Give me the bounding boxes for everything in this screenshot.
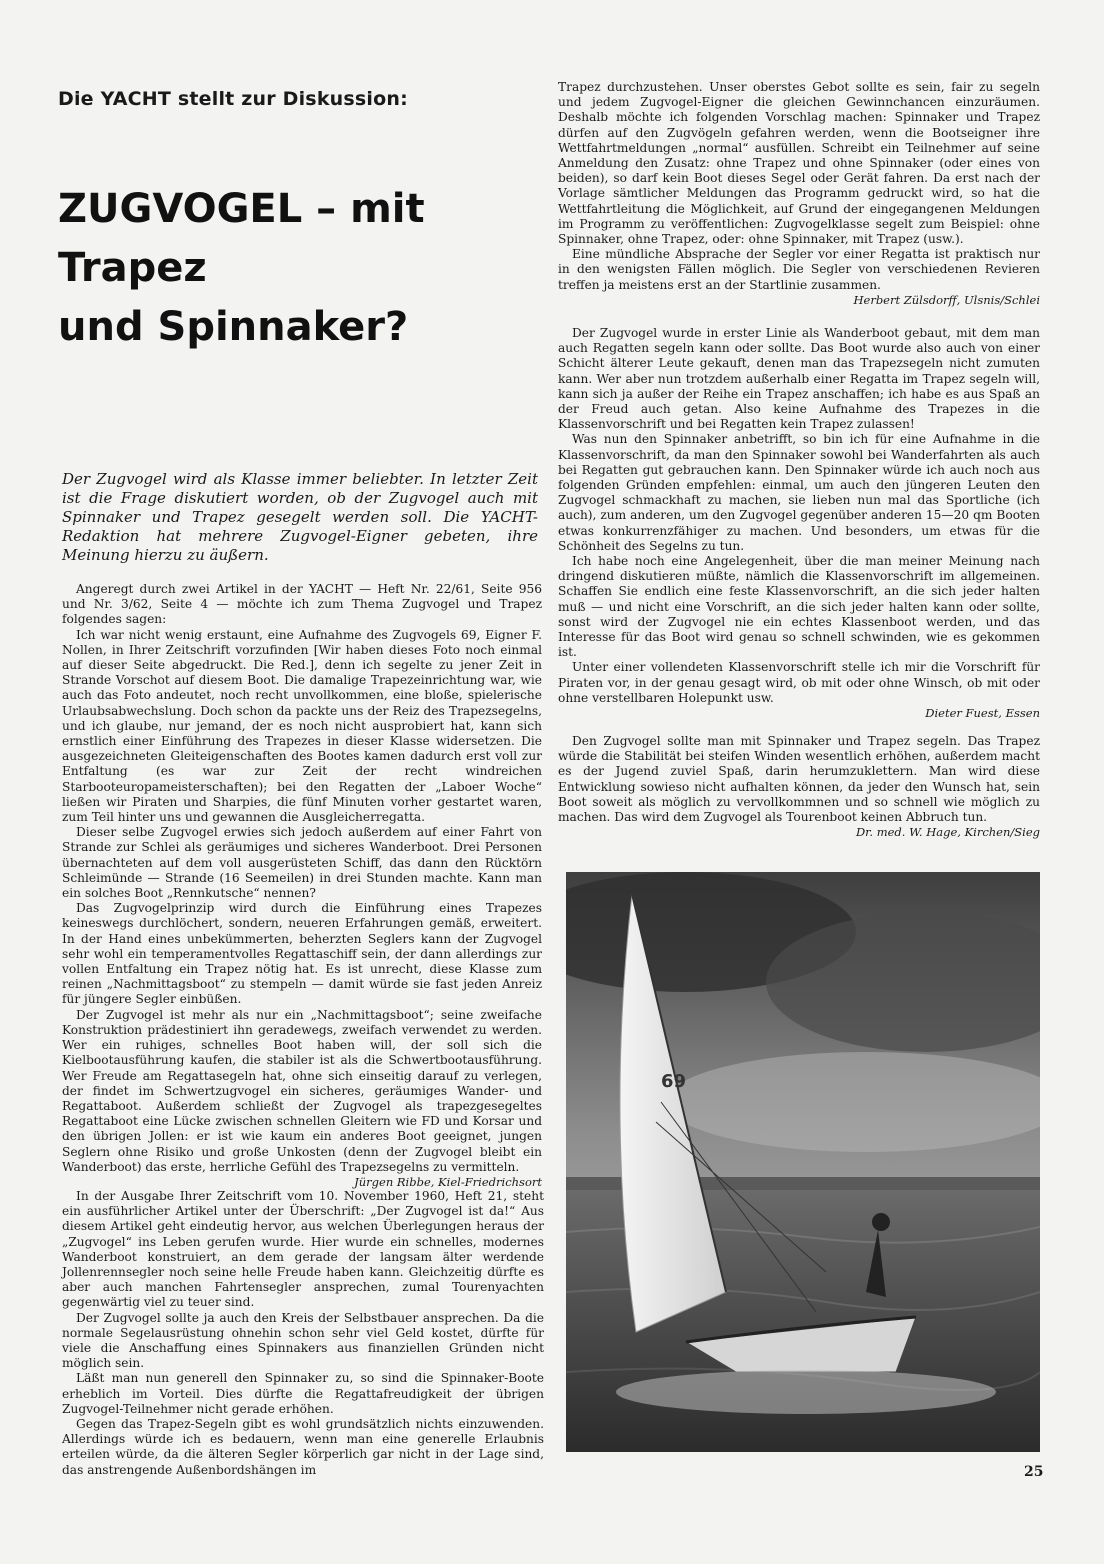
page-number: 25: [1024, 1464, 1044, 1480]
letter-hage: [558, 734, 1040, 840]
sail-number: 69: [661, 1071, 687, 1092]
letter-fuest: [558, 326, 1040, 721]
sailboat-photo: [566, 872, 1040, 1452]
paragraph: Läßt man nun generell den Spinnaker zu, so sind die Spinnaker-Boote erheblich im Vorteil. Dies dürfte die Regattafreudigkeit der übrigen Zugvogel-Teilnehmer nicht gerade erhöhen.: [62, 1371, 544, 1416]
sailboat-photo-icon: [566, 872, 1040, 1452]
signature: Herbert Zülsdorff, Ulsnis/Schlei: [853, 292, 1040, 307]
paragraph: Ich war nicht wenig erstaunt, eine Aufnahme des Zugvogels 69, Eigner F. Nollen, in Ihrer Zeitschrift vorzufinden [Wir haben dieses Foto noch einmal auf dieser Seite abgedruckt. Die Red.], denn ich segelte zu jener Zeit in Strande Vorschot auf diesem Boot. Die damalige Trapezeinrichtung war, wie auch das Foto andeutet, noch recht unvollkommen, eine bloße, spielerische Urlaubsabwechslung. Doch schon da packte uns der Reiz des Trapezsegelns, und ich glaube, nur jemand, der es noch nicht ausprobiert hat, kann sich ernstlich einer Einführung des Trapezes in dieser Klasse widersetzen. Die ausgezeichneten Gleiteigenschaften des Bootes kamen dadurch erst voll zur Entfaltung (es war zur Zeit der recht windreichen Starbooteuropameisterschaften); bei den Regatten der „Laboer Woche“ ließen wir Piraten und Sharpies, die fünf Minuten vorher gestartet waren, zum Teil hinter uns und gewannen die Ausgleicherregatta.: [62, 627, 542, 825]
headline-line-1: ZUGVOGEL – mit: [58, 186, 425, 232]
letter-ribbe: [62, 582, 542, 1190]
paragraph: In der Ausgabe Ihrer Zeitschrift vom 10. November 1960, Heft 21, steht ein ausführlicher Artikel unter der Überschrift: „Der Zugvogel ist da!“ Aus diesem Artikel geht eindeutig hervor, aus welchen Überlegungen heraus der „Zugvogel“ ins Leben gerufen wurde. Hier wurde ein schnelles, modernes Wanderboot konstruiert, an dem gerade der langsam älter werdende Jollenrennsegler noch seine helle Freude haben kann. Gleichzeitig dürfte es aber auch manchen Fahrtensegler ansprechen, zumal Tourenyachten gegenwärtig viel zu teuer sind.: [62, 1189, 544, 1310]
paragraph: Ich habe noch eine Angelegenheit, über die man meiner Meinung nach dringend diskutieren müßte, nämlich die Klassenvorschrift im allgemeinen. Schaffen Sie endlich eine feste Klassenvorschrift, an die sich jeder halten muß — und nicht eine Vorschrift, an die sich jeder halten kann oder sollte, sonst wird der Zugvogel nie ein echtes Klassenboot werden, und das Interesse für das Boot wird genau so schnell schwinden, wie es gekommen ist.: [558, 554, 1040, 660]
paragraph: Das Zugvogelprinzip wird durch die Einführung eines Trapezes keineswegs durchlöchert, sondern, neueren Erfahrungen gemäß, erweitert. In der Hand eines unbekümmerten, beherzten Seglers kann der Zugvogel sehr wohl ein temperamentvolles Regattaschiff sein, der dann allerdings zur vollen Entfaltung ein Trapez nötig hat. Es ist unrecht, diese Klasse zum reinen „Nachmittagsboot“ zu stempeln — damit würde sie fast jeden Anreiz für jüngere Segler einbüßen.: [62, 901, 542, 1007]
signature: Dr. med. W. Hage, Kirchen/Sieg: [855, 825, 1040, 840]
headline-line-2: Trapez: [58, 245, 207, 291]
letter-zulsdorff: [62, 1189, 544, 1478]
paragraph: Der Zugvogel ist mehr als nur ein „Nachmittagsboot“; seine zweifache Konstruktion prädestiniert ihn geradewegs, zweifach verwendet zu werden. Wer ein ruhiges, schnelles Boot haben will, der soll sich die Kielbootausführung kaufen, die stabiler ist als die Schwertbootausführung. Wer Freude am Regattasegeln hat, ohne sich einseitig darauf zu verlegen, der findet im Schwertzugvogel ein sicheres, geräumiges Wander- und Regattaboot. Außerdem schließt der Zugvogel als trapezgesegeltes Regattaboot eine Lücke zwischen schnellen Gleitern wie FD und Korsar und den übrigen Jollen: er ist wie kaum ein anderes Boot geeignet, jungen Seglern ohne Risiko und große Unkosten (denn der Zugvogel bleibt ein Wanderboot) das erste, herrliche Gefühl des Trapezsegelns zu vermitteln.: [62, 1007, 542, 1174]
headline: [58, 180, 528, 357]
signature: Dieter Fuest, Essen: [925, 706, 1040, 721]
paragraph: Angeregt durch zwei Artikel in der YACHT — Heft Nr. 22/61, Seite 956 und Nr. 3/62, Seite 4 — möchte ich zum Thema Zugvogel und Trapez folgendes sagen:: [62, 582, 542, 627]
paragraph: Der Zugvogel wurde in erster Linie als Wanderboot gebaut, mit dem man auch Regatten segeln kann oder sollte. Das Boot wurde also auch von einer Schicht älterer Leute gekauft, denen man das Trapezsegeln nicht zumuten kann. Wer aber nun trotzdem außerhalb einer Regatta im Trapez segeln will, kann sich ja außer der Reihe ein Trapez anschaffen; ich habe es aus Spaß an der Freud auch getan. Also keine Aufnahme des Trapezes in die Klassenvorschrift und bei Regatten kein Trapez zulassen!: [558, 326, 1040, 432]
headline-line-3: und Spinnaker?: [58, 304, 409, 350]
paragraph: Der Zugvogel sollte ja auch den Kreis der Selbstbauer ansprechen. Da die normale Segelausrüstung ohnehin schon sehr viel Geld kostet, dürfte für viele die Anschaffung eines Spinnakers aus finanziellen Gründen nicht möglich sein.: [62, 1310, 544, 1371]
intro-text: Der Zugvogel wird als Klasse immer beliebter. In letzter Zeit ist die Frage diskutiert worden, ob der Zugvogel auch mit Spinnaker und Trapez gesegelt werden soll. Die YACHT-Redaktion hat mehrere Zugvogel-Eigner gebeten, ihre Meinung hierzu zu äußern.: [62, 470, 538, 564]
paragraph: Gegen das Trapez-Segeln gibt es wohl grundsätzlich nichts einzuwenden. Allerdings würde ich es bedauern, wenn man eine generelle Erlaubnis erteilen würde, da die älteren Segler körperlich gar nicht in der Lage sind, das anstrengende Außenbordshängen im: [62, 1417, 544, 1477]
paragraph: Was nun den Spinnaker anbetrifft, so bin ich für eine Aufnahme in die Klassenvorschrift, da man den Spinnaker sowohl bei Wanderfahrten als auch bei Regatten gut gebrauchen kann. Den Spinnaker würde ich auch noch aus folgenden Gründen empfehlen: einmal, um auch den jüngeren Leuten den Zugvogel schmackhaft zu machen, sie lieben nun mal das Sportliche (ich auch), zum anderen, um den Zugvogel gegenüber anderen 15—20 qm Booten etwas konkurrenzfähiger zu machen. Und besonders, um etwas für die Schönheit des Segelns zu tun.: [558, 432, 1040, 553]
paragraph: Unter einer vollendeten Klassenvorschrift stelle ich mir die Vorschrift für Piraten vor, in der genau gesagt wird, ob mit oder ohne Winsch, ob mit oder ohne verstellbaren Holepunkt usw.: [558, 660, 1040, 705]
signature: Jürgen Ribbe, Kiel-Friedrichsort: [354, 1174, 542, 1189]
paragraph: Eine mündliche Absprache der Segler vor einer Regatta ist praktisch nur in den wenigsten Fällen möglich. Die Segler von verschiedenen Revieren treffen ja meistens erst an der Startlinie zusammen.: [558, 247, 1040, 292]
letter-zulsdorff-continuation: [558, 80, 1040, 308]
kicker: Die YACHT stellt zur Diskussion:: [58, 88, 408, 110]
paragraph: Trapez durchzustehen. Unser oberstes Gebot sollte es sein, fair zu segeln und jedem Zugvogel-Eigner die gleichen Gewinnchancen einzuräumen. Deshalb möchte ich folgenden Vorschlag machen: Spinnaker und Trapez dürfen auf den Zugvögeln gefahren werden, wenn die Bootseigner ihre Wettfahrtmeldungen „normal“ ausfüllen. Schreibt ein Teilnehmer auf seine Anmeldung den Zusatz: ohne Trapez und ohne Spinnaker (oder eines von beiden), so darf kein Boot dieses Segel oder Gerät fahren. Da erst nach der Vorlage sämtlicher Meldungen das Programm gedruckt wird, so hat die Wettfahrtleitung die Möglichkeit, auf Grund der eingegangenen Meldungen im Programm zu veröffentlichen: Zugvogelklasse segelt zum Beispiel: ohne Spinnaker, ohne Trapez, oder: ohne Spinnaker, mit Trapez (usw.).: [558, 80, 1040, 247]
paragraph: Den Zugvogel sollte man mit Spinnaker und Trapez segeln. Das Trapez würde die Stabilität bei steifen Winden wesentlich erhöhen, außerdem macht es der Jugend zuviel Spaß, darin herumzuklettern. Man wird diese Entwicklung sowieso nicht aufhalten können, da jeder den Wunsch hat, sein Boot soweit als möglich zu vervollkommnen und so schnell wie möglich zu machen. Das wird dem Zugvogel als Tourenboot keinen Abbruch tun.: [558, 734, 1040, 825]
paragraph: Dieser selbe Zugvogel erwies sich jedoch außerdem auf einer Fahrt von Strande zur Schlei als geräumiges und sicheres Wanderboot. Drei Personen übernachteten auf dem voll ausgerüsteten Schiff, das dann den Rücktörn Schleimünde — Strande (16 Seemeilen) in drei Stunden machte. Kann man ein solches Boot „Rennkutsche“ nennen?: [62, 825, 542, 901]
